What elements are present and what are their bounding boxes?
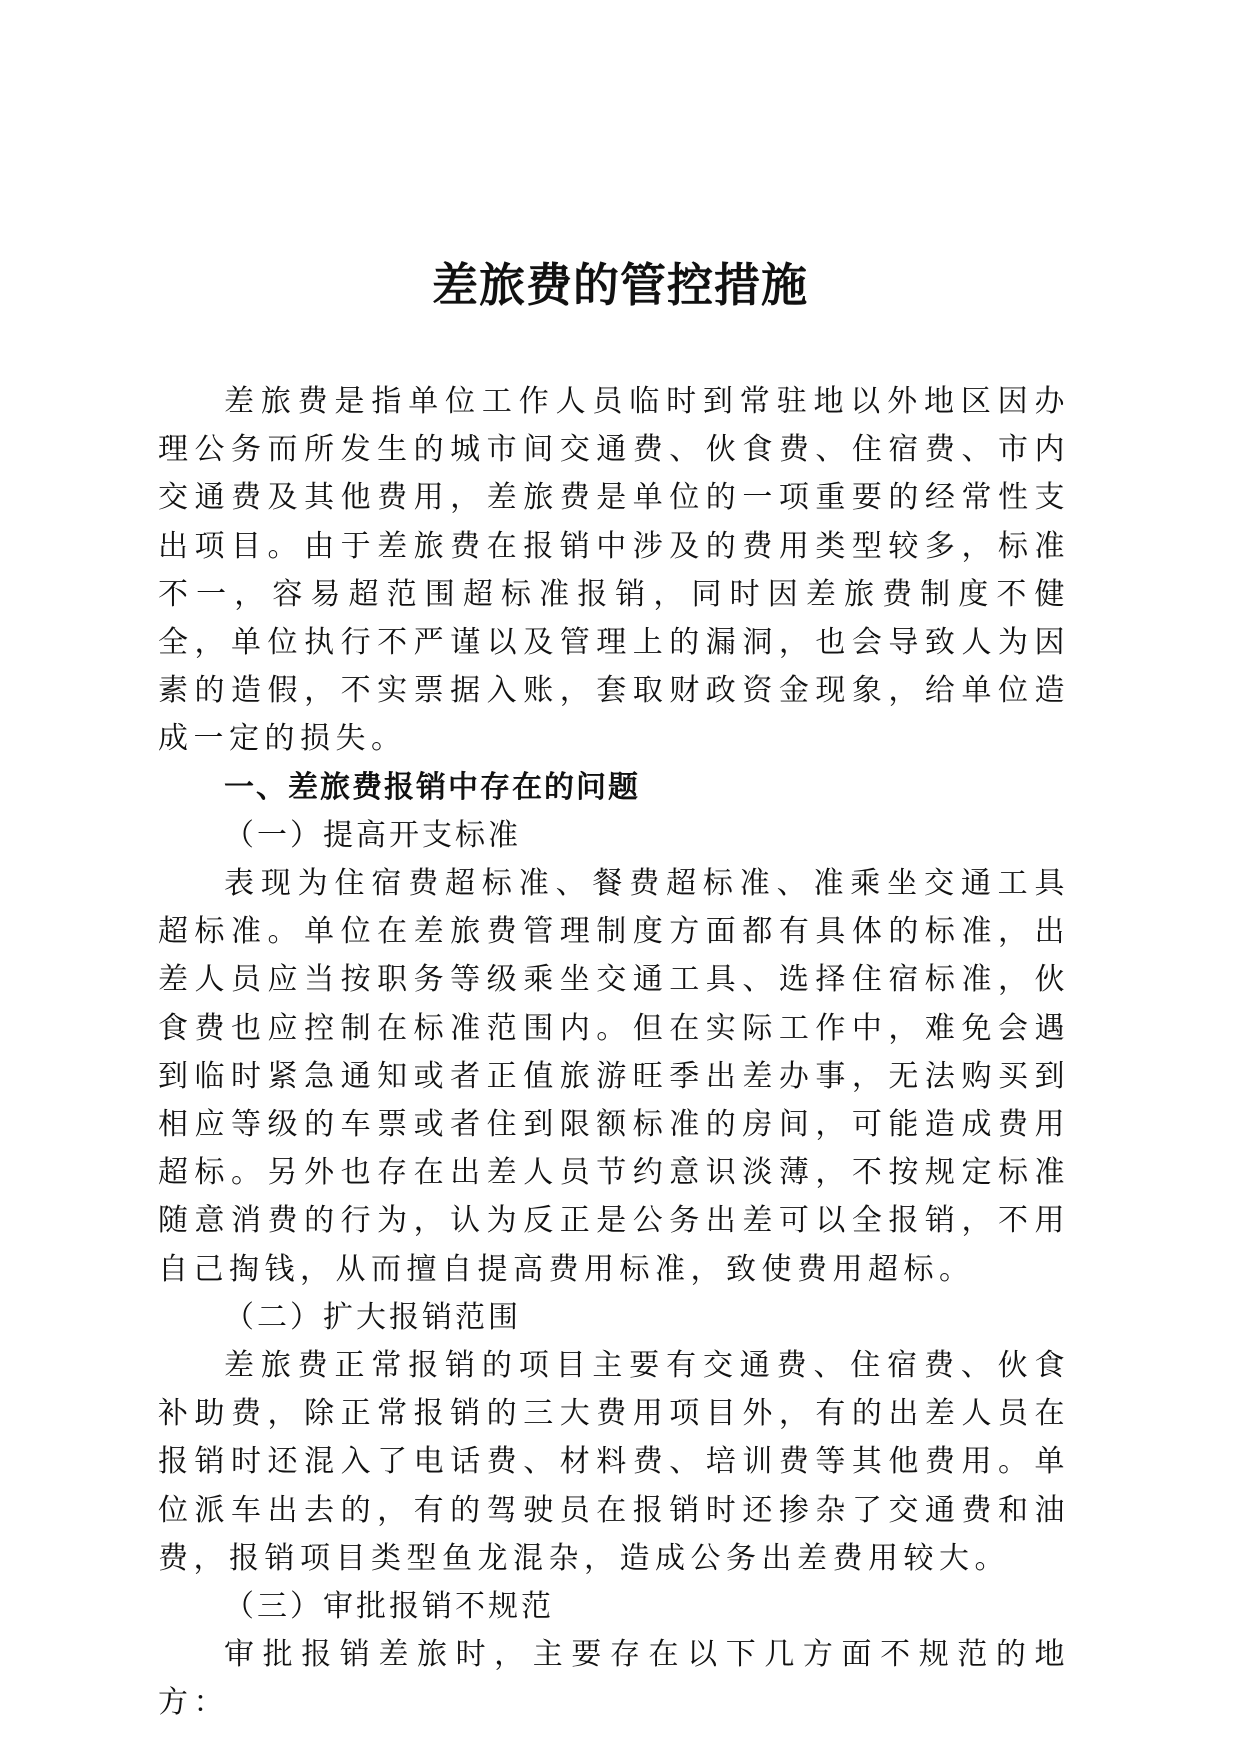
subsection-paragraph-2: 差旅费正常报销的项目主要有交通费、住宿费、伙食补助费，除正常报销的三大费用项目外，有的出差人员在报销时还混入了电话费、材料费、培训费等其他费用。单位派车出去的，有的驾驶员在报销时还掺杂了交通费和油费，报销项目类型鱼龙混杂，造成公务出差费用较大。: [158, 1348, 1070, 1576]
subsection-paragraph-1: 表现为住宿费超标准、餐费超标准、准乘坐交通工具超标准。单位在差旅费管理制度方面都有具体的标准，出差人员应当按职务等级乘坐交通工具、选择住宿标准，伙食费也应控制在标准范围内。但在实际工作中，难免会遇到临时紧急通知或者正值旅游旺季出差办事，无法购买到相应等级的车票或者住到限额标准的房间，可能造成费用超标。另外也存在出差人员节约意识淡薄，不按规定标准随意消费的行为，认为反正是公务出差可以全报销，不用自己掏钱，从而擅自提高费用标准，致使费用超标。: [158, 866, 1070, 1287]
subsection-heading-1: （一）提高开支标准: [224, 817, 521, 853]
subsection-heading-2: （二）扩大报销范围: [224, 1299, 521, 1335]
subsection-paragraph-3: 审批报销差旅时，主要存在以下几方面不规范的地方：: [158, 1637, 1070, 1721]
document-body: [158, 378, 1070, 1728]
subsection-heading-3: （三）审批报销不规范: [224, 1589, 554, 1625]
intro-paragraph: 差旅费是指单位工作人员临时到常驻地以外地区因办理公务而所发生的城市间交通费、伙食费、住宿费、市内交通费及其他费用，差旅费是单位的一项重要的经常性支出项目。由于差旅费在报销中涉及的费用类型较多，标准不一，容易超范围超标准报销，同时因差旅费制度不健全，单位执行不严谨以及管理上的漏洞，也会导致人为因素的造假，不实票据入账，套取财政资金现象，给单位造成一定的损失。: [158, 384, 1070, 757]
section-heading: 一、差旅费报销中存在的问题: [224, 769, 640, 805]
document-title: 差旅费的管控措施: [432, 258, 808, 312]
